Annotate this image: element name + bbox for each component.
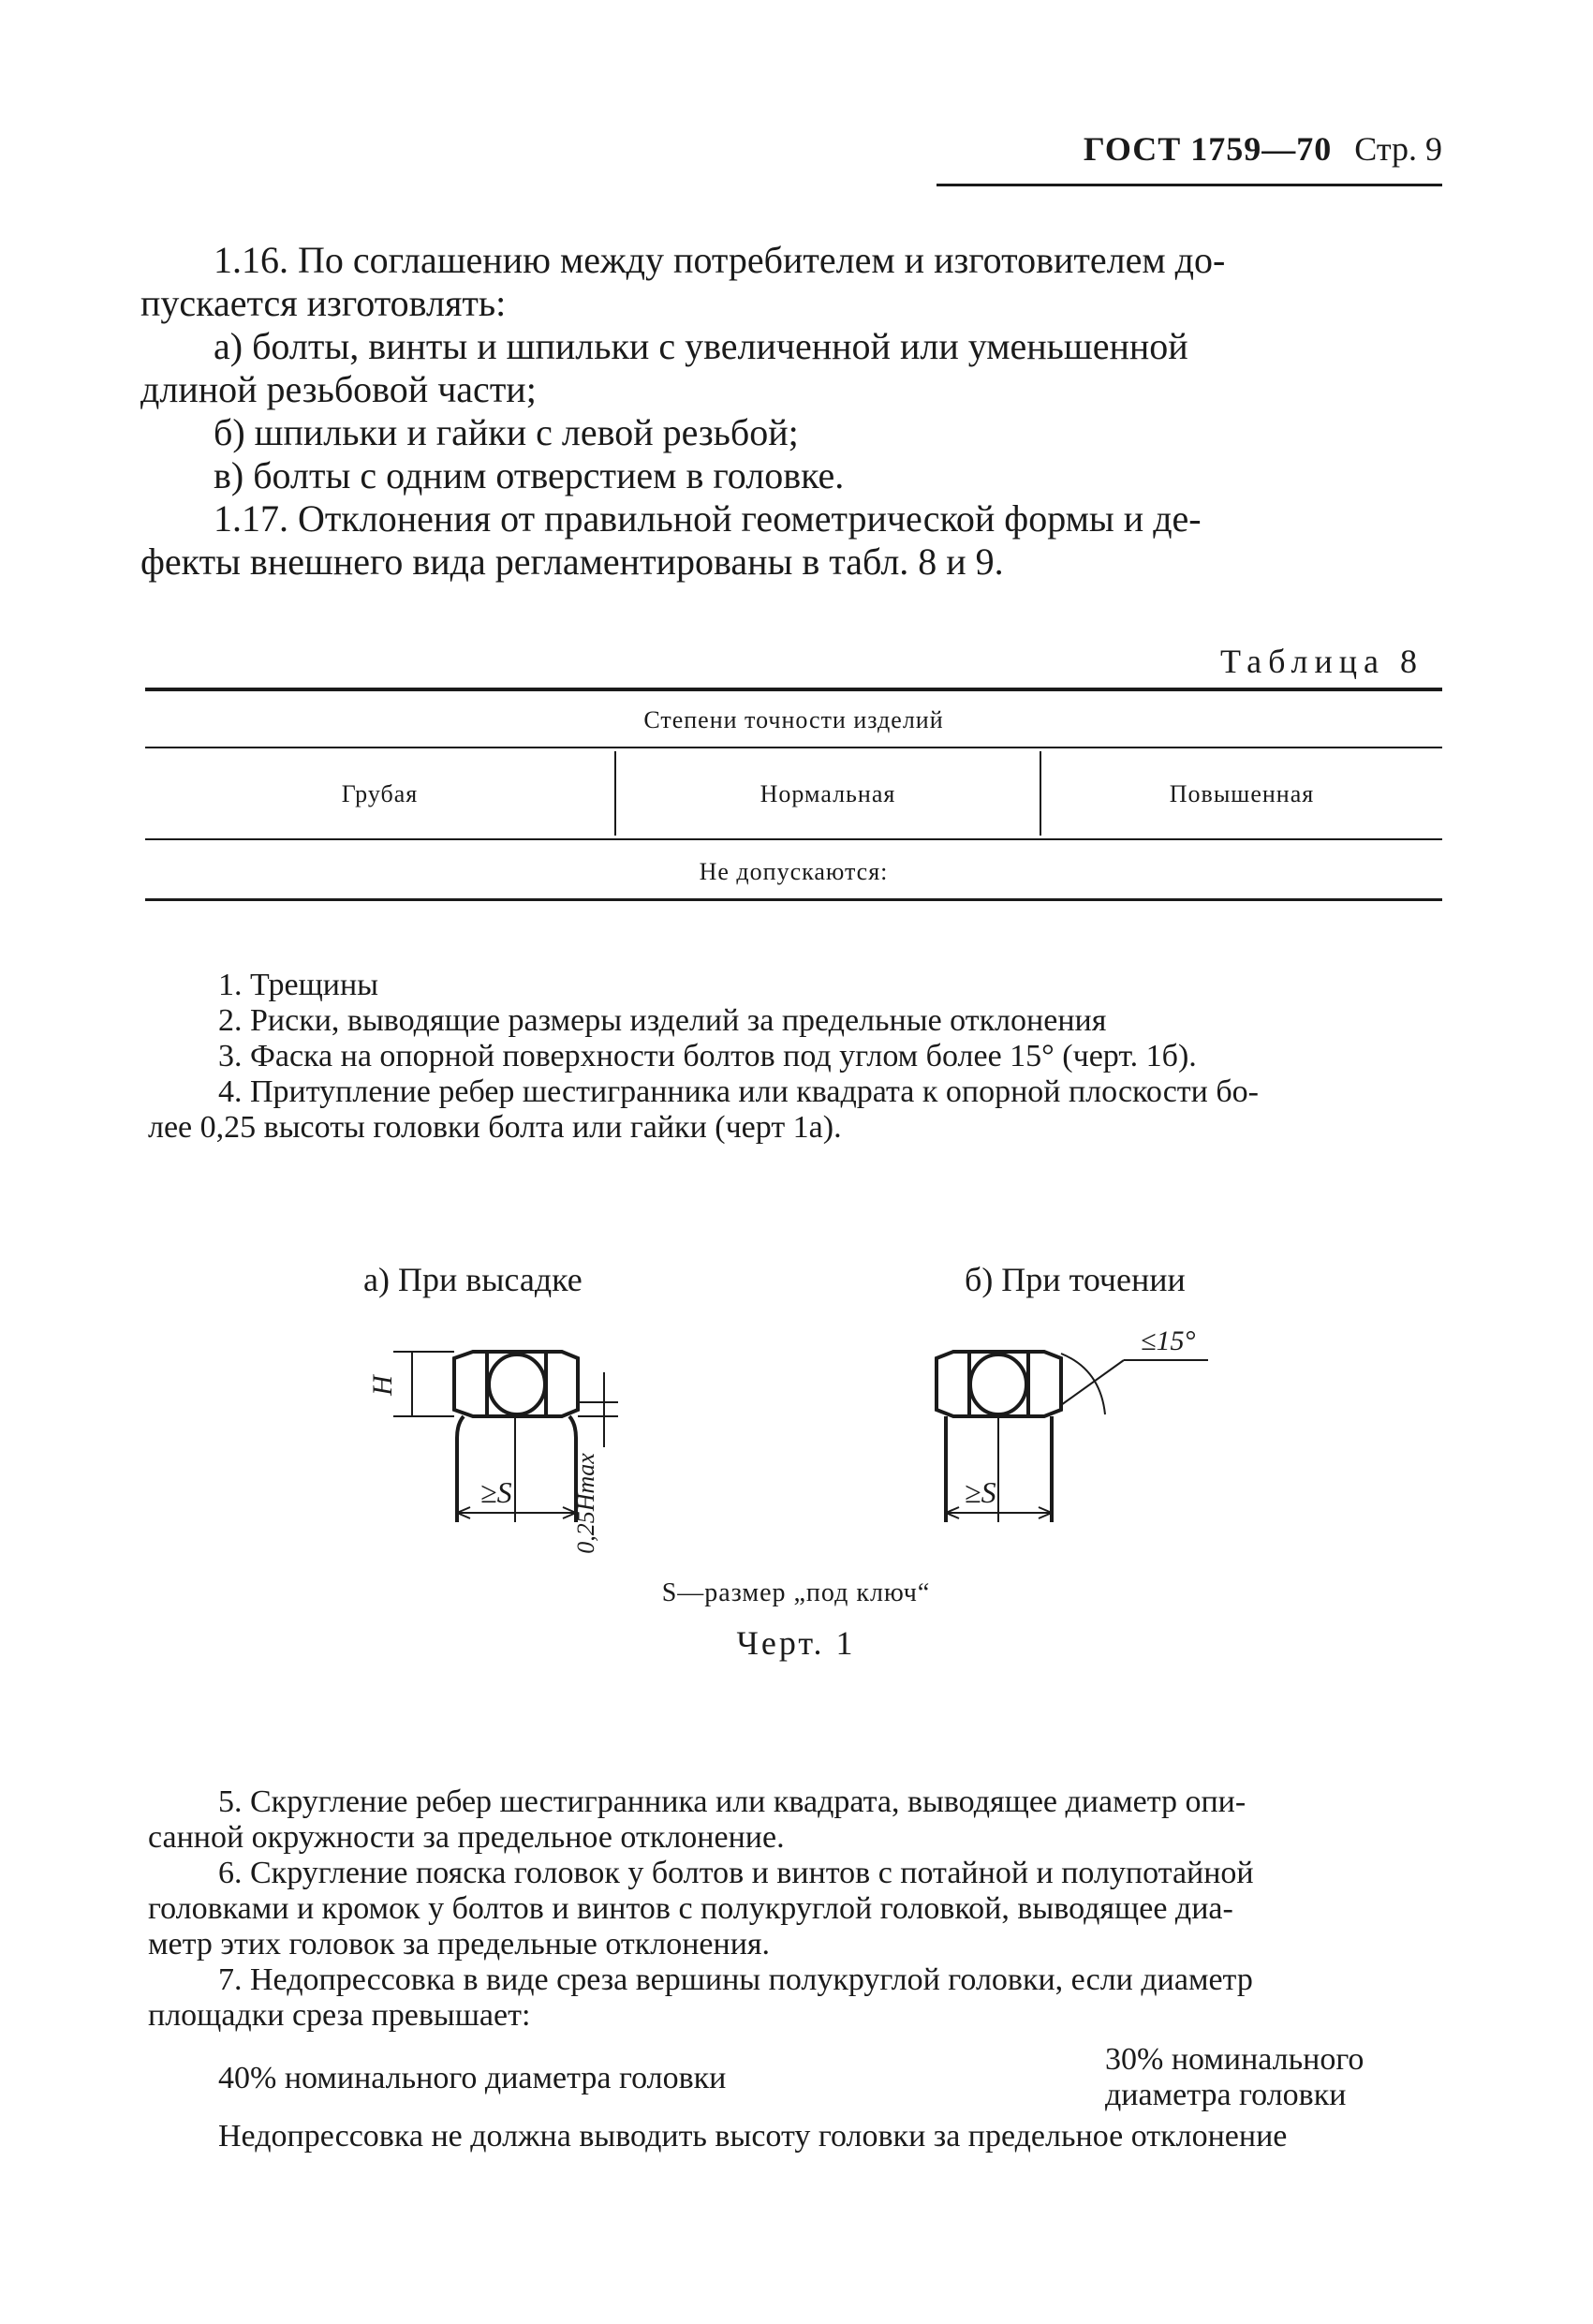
- table-group-header: Степени точности изделий: [643, 706, 944, 733]
- defect-4-line2: лее 0,25 высоты головки болта или гайки (черт 1а).: [148, 1110, 842, 1145]
- p116-c: в) болты с одним отверстием в головке.: [214, 454, 845, 496]
- defect-1: 1. Трещины: [218, 968, 378, 1002]
- table-span-row: Не допускаются:: [699, 858, 889, 885]
- dim-025-label: 0,25Hmax: [571, 1453, 599, 1554]
- table-col-high: Повышенная: [1169, 780, 1315, 807]
- s-size-caption: S—размер „под ключ“: [661, 1578, 931, 1607]
- defect-7-last: Недопрессовка не должна выводить высоту головки за предельное отклонение: [218, 2119, 1288, 2154]
- table-col-rough: Грубая: [341, 780, 419, 807]
- p116-a-line2: длиной резьбовой части;: [140, 368, 537, 410]
- defect-6-line2: головками и кромок у болтов и винтов с полукруглой головкой, выводящее диа-: [148, 1891, 1233, 1926]
- table-caption: Таблица 8: [1220, 643, 1423, 680]
- defect-7-col2-line1: 30% номинального: [1105, 2042, 1364, 2077]
- p117-line1: 1.17. Отклонения от правильной геометрической формы и де-: [214, 497, 1202, 540]
- figure-label-b: б) При точении: [965, 1261, 1186, 1298]
- defect-6-line3: метр этих головок за предельные отклонения.: [148, 1927, 771, 1961]
- defect-2: 2. Риски, выводящие размеры изделий за предельные отклонения: [218, 1003, 1107, 1038]
- table-col-normal: Нормальная: [760, 780, 896, 807]
- figure-title: Черт. 1: [736, 1624, 856, 1662]
- p116-b: б) шпильки и гайки с левой резьбой;: [214, 411, 799, 453]
- defect-7-col2-line2: диаметра головки: [1105, 2078, 1347, 2112]
- figure-label-a: а) При высадке: [363, 1261, 583, 1298]
- defect-7-col1: 40% номинального диаметра головки: [218, 2061, 727, 2095]
- defect-5-line1: 5. Скругление ребер шестигранника или квадрата, выводящее диаметр опи-: [218, 1784, 1246, 1819]
- dim-h-label: H: [366, 1375, 398, 1396]
- defect-7-line2: площадки среза превышает:: [148, 1998, 531, 2033]
- dim-angle-label: ≤15°: [1141, 1325, 1196, 1356]
- p116-line1: 1.16. По соглашению между потребителем и изготовителем до-: [214, 239, 1226, 281]
- p116-line2: пускается изготовлять:: [140, 282, 507, 324]
- p116-a-line1: а) болты, винты и шпильки с увеличенной или уменьшенной: [214, 325, 1188, 367]
- dim-s-label-b: ≥S: [965, 1475, 996, 1509]
- defect-4-line1: 4. Притупление ребер шестигранника или квадрата к опорной плоскости бо-: [218, 1074, 1259, 1109]
- standard-number: ГОСТ 1759—70: [1083, 130, 1333, 168]
- defect-7-line1: 7. Недопрессовка в виде среза вершины полукруглой головки, если диаметр: [218, 1962, 1253, 1997]
- defect-3: 3. Фаска на опорной поверхности болтов под углом более 15° (черт. 1б).: [218, 1039, 1197, 1073]
- defect-6-line1: 6. Скругление пояска головок у болтов и винтов с потайной и полупотайной: [218, 1856, 1254, 1890]
- dim-s-label-a: ≥S: [480, 1475, 512, 1509]
- defect-5-line2: санной окружности за предельное отклонение.: [148, 1820, 785, 1855]
- p117-line2: фекты внешнего вида регламентированы в табл. 8 и 9.: [140, 540, 1004, 583]
- page-number: Стр. 9: [1354, 130, 1442, 168]
